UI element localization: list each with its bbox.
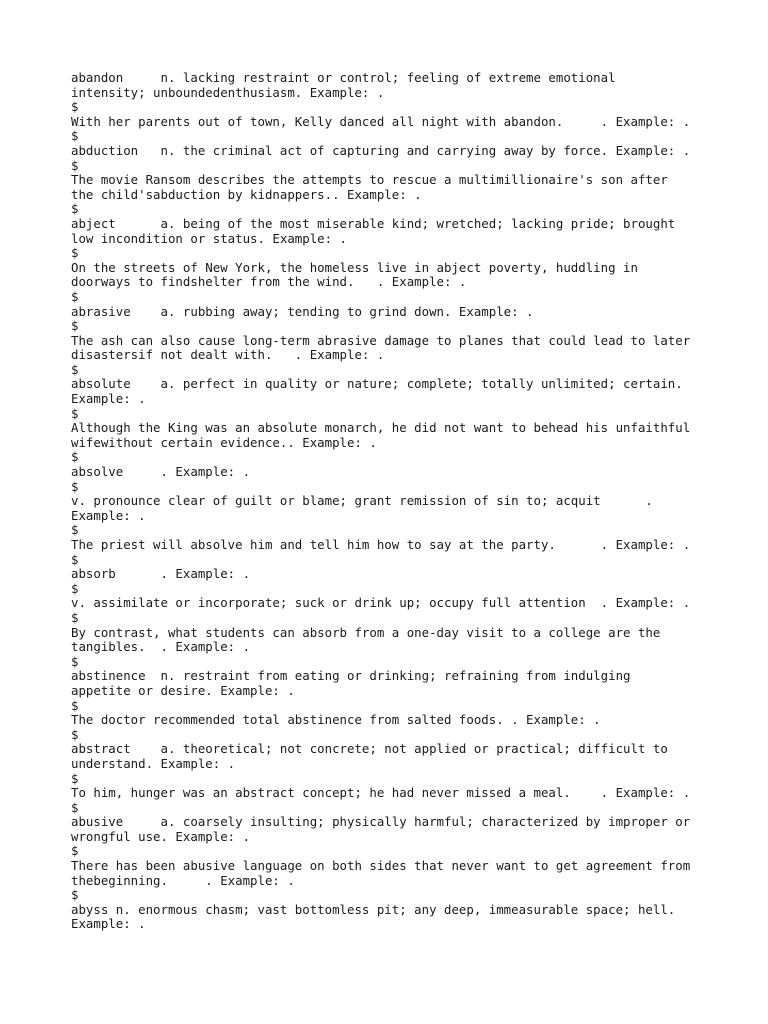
document-line: There has been abusive language on both sides that never want to get agreement from (71, 858, 691, 874)
document-line: abject a. being of the most miserable kind; wretched; lacking pride; brought (71, 215, 676, 231)
document-line: abandon n. lacking restraint or control; feeling of extreme emotional (71, 70, 616, 85)
document-line: $ (71, 580, 79, 596)
document-line: absolve . Example: . (71, 464, 251, 480)
document-line: low incondition or status. Example: . (71, 230, 348, 246)
document-line: wifewithout certain evidence.. Example: . (71, 434, 377, 450)
document-page (71, 71, 721, 932)
document-line: $ (71, 887, 79, 903)
document-line: $ (71, 201, 79, 217)
document-line: $ (71, 318, 79, 334)
document-line: The movie Ransom describes the attempts to rescue a multimillionaire's son after (71, 172, 668, 188)
document-line: $ (71, 157, 79, 173)
document-line: The priest will absolve him and tell him how to say at the party. . Example: . (71, 537, 691, 552)
document-line: understand. Example: . (71, 755, 236, 771)
document-line: appetite or desire. Example: . (71, 682, 295, 698)
document-line: By contrast, what students can absorb from a one-day visit to a college are the (71, 624, 661, 640)
document-line: abusive a. coarsely insulting; physically harmful; characterized by improper or (71, 814, 691, 830)
document-line: the child'sabduction by kidnappers.. Example: . (71, 186, 422, 202)
document-line: Example: . (71, 391, 146, 407)
document-line: doorways to findshelter from the wind. . Example: . (71, 274, 467, 290)
document-line: abduction n. the criminal act of capturing and carrying away by force. Example: . (71, 142, 691, 158)
document-line: $ (71, 245, 79, 261)
document-line: absolute a. perfect in quality or nature; complete; totally unlimited; certain. (71, 376, 683, 392)
document-line: v. assimilate or incorporate; suck or drink up; occupy full attention . Example: . (71, 595, 691, 611)
document-line: $ (71, 128, 79, 144)
document-line: $ (71, 843, 79, 859)
document-line: With her parents out of town, Kelly danced all night with abandon. . Example: . (71, 113, 691, 129)
document-line: To him, hunger was an abstract concept; he had never missed a meal. . Example: . (71, 785, 691, 801)
document-line: $ (71, 799, 79, 815)
document-line: $ (71, 726, 79, 742)
document-line: $ (71, 288, 79, 304)
document-line: abyss n. enormous chasm; vast bottomless pit; any deep, immeasurable space; hell. (71, 901, 676, 917)
document-line: $ (71, 770, 79, 786)
document-line: The ash can also cause long-term abrasive damage to planes that could lead to later (71, 332, 691, 348)
document-line: $ (71, 551, 79, 567)
document-line: disastersif not dealt with. . Example: . (71, 347, 385, 363)
document-line: $ (71, 697, 79, 713)
document-line: abstract a. theoretical; not concrete; not applied or practical; difficult to (71, 741, 668, 757)
document-line: Example: . (71, 916, 146, 932)
document-line: $ (71, 449, 79, 465)
document-line: absorb . Example: . (71, 566, 251, 582)
document-line: Example: . (71, 507, 146, 523)
document-line: $ (71, 99, 79, 115)
document-line: wrongful use. Example: . (71, 828, 251, 844)
document-line: $ (71, 361, 79, 377)
document-line: Although the King was an absolute monarch, he did not want to behead his unfaithful (71, 420, 691, 436)
document-line: $ (71, 405, 79, 421)
document-line: abstinence n. restraint from eating or drinking; refraining from indulging (71, 668, 631, 684)
document-line: abrasive a. rubbing away; tending to grind down. Example: . (71, 303, 534, 319)
document-line: intensity; unboundedenthusiasm. Example: . (71, 84, 385, 100)
document-line: v. pronounce clear of guilt or blame; grant remission of sin to; acquit . (71, 493, 653, 509)
document-line: The doctor recommended total abstinence from salted foods. . Example: . (71, 712, 601, 728)
document-line: $ (71, 609, 79, 625)
document-line: $ (71, 478, 79, 494)
document-line: thebeginning. . Example: . (71, 872, 295, 888)
document-line: tangibles. . Example: . (71, 639, 251, 655)
document-line: $ (71, 522, 79, 538)
document-line: On the streets of New York, the homeless live in abject poverty, huddling in (71, 259, 638, 275)
document-line: $ (71, 653, 79, 669)
